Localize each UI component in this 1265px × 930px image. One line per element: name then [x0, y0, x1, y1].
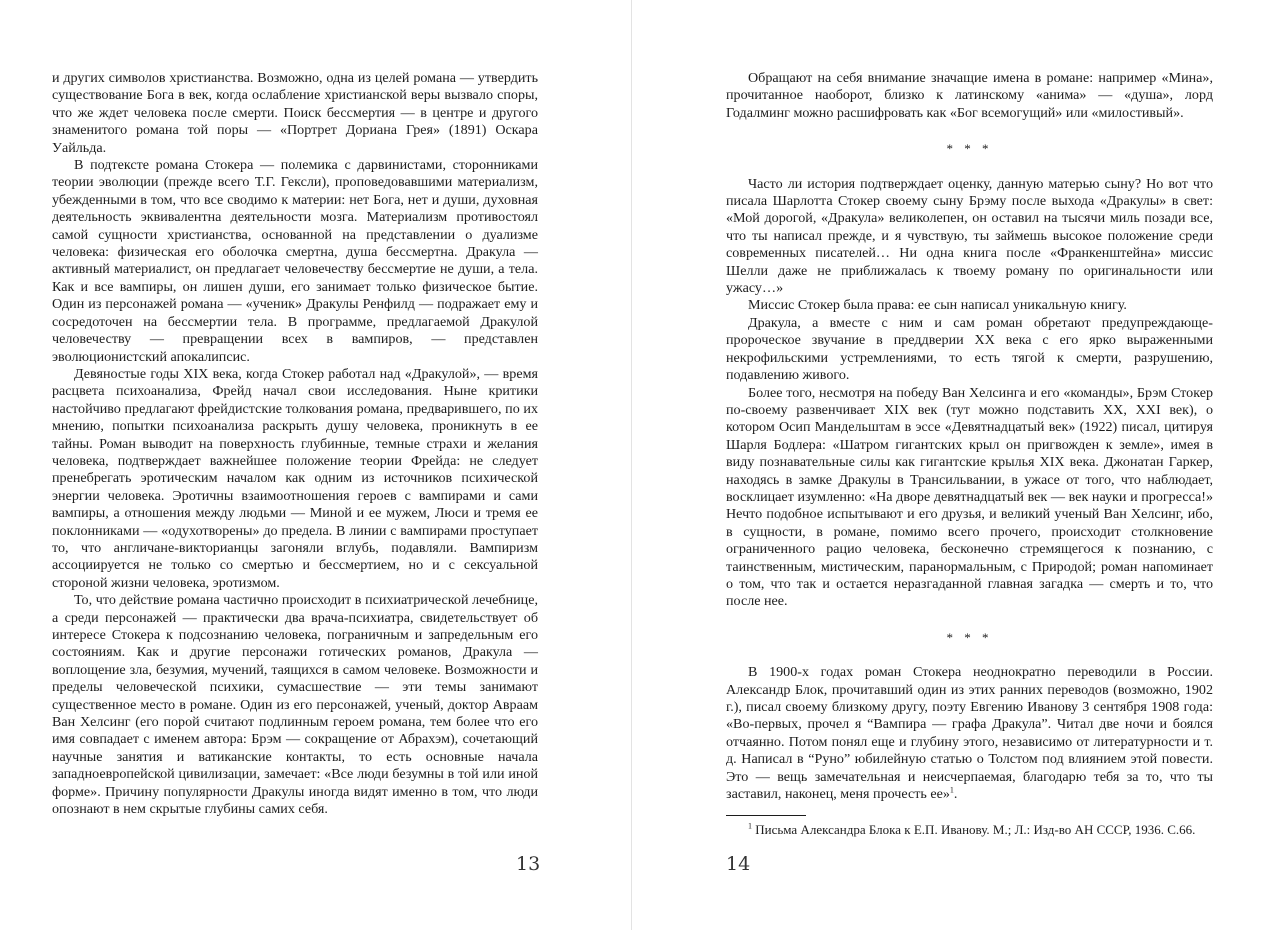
- footnote: [726, 822, 1213, 838]
- right-page: [632, 0, 1265, 930]
- footnote-reference: 1: [949, 785, 954, 795]
- section-separator: * * *: [946, 629, 993, 645]
- paragraph: Часто ли история подтверждает оценку, данную матерью сыну? Но вот что писала Шарлотта Стокер своему сыну Брэму после выхода «Дракулы» в свет: «Мой дорогой, «Дракула» великолепен, он оставил на тысячи миль позади все, что ты написал прежде, и я чувствую, ты займешь высокое положение среди современных писателей… Ни одна книга после «Франкенштейна» миссис Шелли даже не приближалась к твоему роману по оригинальности или ужасу…»: [726, 175, 1213, 297]
- footnote-text: Письма Александра Блока к Е.П. Иванову. М.; Л.: Изд-во АН СССР, 1936. С.66.: [755, 822, 1196, 838]
- page-number: 14: [726, 853, 751, 875]
- footnote-rule: [726, 815, 806, 816]
- right-page-text: [726, 70, 1213, 838]
- paragraph: и других символов христианства. Возможно, одна из целей романа — утвердить существование Бога в век, когда ослабление христианской веры вызвало споры, что же ждет человека после смерти. Поиск бессмертия — в центре и другого знаменитого романа той поры — «Портрет Дориана Грея» (1891) Оскара Уайльда.: [52, 70, 538, 156]
- paragraph: То, что действие романа частично происходит в психиатрической лечебнице, а среди персонажей — практически два врача-психиатра, свидетельствует об интересе Стокера к подсознанию человека, пограничным и запредельным его состояниям. Как и другие персонажи готических романов, Дракула — воплощение зла, безумия, мучений, таящихся в самом человеке. Возможности и пределы человеческой психики, сумасшествие — эти темы занимают существенное место в романе. Один из его персонажей, ученый, доктор Авраам Ван Хелсинг (его порой считают подлинным героем романа, тем более что его имя совпадает с именем автора: Брэм — сокращение от Абрахэм), сочетающий научные занятия и ватиканские контакты, то есть основные начала западноевропейской цивилизации, замечает: «Все люди безумны в той или иной форме». Причину популярности Дракулы иногда видят именно в том, что люди опознают в нем скрытые глубины самих себя.: [52, 592, 538, 818]
- paragraph: Миссис Стокер была права: ее сын написал уникальную книгу.: [748, 297, 1127, 314]
- paragraph: Более того, несмотря на победу Ван Хелсинга и его «команды», Брэм Стокер по-своему развенчивает XIX век (тут можно подставить XX, XXI век), о котором Осип Мандельштам в эссе «Девятнадцатый век» (1922) писал, цитируя Шарля Бодлера: «Шатром гигантских крыл он пригвожден к земле», имея в виду познавательные силы как гигантские крылья XIX века. Джонатан Гаркер, находясь в замке Дракулы в Трансильвании, в ужасе от того, что наблюдает, восклицает изумленно: «На дворе девятнадцатый век — век науки и прогресса!» Нечто подобное испытывают и его друзья, и великий ученый Ван Хелсинг, ибо, в сущности, в романе, помимо всего прочего, происходит столкновение ограниченного рацио человека, бесконечно стремящегося к познанию, с таинственным, мистическим, паранормальным, с Природой; роман напоминает о том, что так и остается неразгаданной главная загадка — смерть и то, что после нее.: [726, 384, 1213, 610]
- section-separator: * * *: [946, 141, 993, 157]
- paragraph-with-footnote: В 1900-х годах роман Стокера неоднократно переводили в России. Александр Блок, прочитавший один из этих ранних переводов (возможно, 1902 г.), писал своему близкому другу, поэту Евгению Иванову 3 сентября 1908 года: «Во-первых, прочел я “Вампира — графа Дракула”. Читал две ночи и боялся отчаянно. Потом понял еще и глубину этого, независимо от литературности и т. д. Написал в “Руно” юбилейную статью о Толстом под влиянием этой повести. Это — вещь замечательная и неисчерпаемая, благодарю тебя за то, что ты заставил, наконец, меня прочесть ее»$^1$.: [726, 664, 1213, 803]
- paragraph: В подтексте романа Стокера — полемика с дарвинистами, сторонниками теории эволюции (прежде всего Т.Г. Гексли), проповедовавшими материализм, убежденными в том, что все сводимо к материи: нет Бога, нет и души, духовная деятельность эквивалентна деятельности мозга. Материализм противостоял самой сущности христианства, основанной на представлении о дуализме человека: физическая его оболочка смертна, душа бессмертна. Дракула — активный материалист, он предлагает человечеству бессмертие не души, а тела. Как и все вампиры, он лишен души, его занимает только физическое бытие. Один из персонажей романа — «ученик» Дракулы Ренфилд — подражает ему и сосредоточен на бессмертии тела. В программе, предлагаемой Дракулой человечеству — превращении всех в вампиров, — представлен эволюционистский апокалипсис.: [52, 157, 538, 365]
- page-number: 13: [516, 853, 541, 875]
- paragraph: Девяностые годы XIX века, когда Стокер работал над «Дракулой», — время расцвета психоанализа, Фрейд начал свои исследования. Ныне критики настойчиво предлагают фрейдистские толкования романа, предварившего, по их мнению, попытки психоанализа раскрыть душу человека, проникнуть в ее тайны. Роман выводит на поверхность глубинные, темные страхи и желания человека, подтверждает важнейшее положение теории Фрейда: не следует пренебрегать эротическим началом как одним из источников психической энергии человека. Эротичны взаимоотношения героев с вампирами и сами вампиры, а отношения между людьми — Миной и ее мужем, Люси и тремя ее поклонниками — «одухотворены» до предела. В линии с вампирами проступает то, что англичане-викторианцы загоняли вглубь, подавляли. Вампиризм ассоциируется не только со смертью и бессмертием, но и с сексуальной стороной жизни человека, эротизмом.: [52, 365, 538, 591]
- paragraph-text: В 1900-х годах роман Стокера неоднократно переводили в России. Александр Блок, прочитавший один из этих ранних переводов (возможно, 1902 г.), писал своему близкому другу, поэту Евгению Иванову 3 сентября 1908 года: «Во-первых, прочел я “Вампира — графа Дракула”. Читал две ночи и боялся отчаянно. Потом понял еще и глубину этого, независимо от литературности и т. д. Написал в “Руно” юбилейную статью о Толстом под влиянием этой повести. Это — вещь замечательная и неисчерпаемая, благодарю тебя за то, что ты заставил, наконец, меня прочесть ее»: [726, 664, 1213, 803]
- paragraph: Дракула, а вместе с ним и сам роман обретают предупреждающе-пророческое звучание в преддверии XX века с его ярко выраженными некрофильскими устремлениями, то есть тягой к смерти, разрушению, подавлению живого.: [726, 314, 1213, 384]
- left-page: [0, 0, 631, 930]
- left-page-text: [52, 70, 538, 818]
- footnote-marker: 1: [748, 822, 752, 832]
- paragraph: Обращают на себя внимание значащие имена в романе: например «Мина», прочитанное наоборот, близко к латинскому «анима» — «душа», лорд Годалминг можно расшифровать как «Бог всемогущий» или «милостивый».: [726, 70, 1213, 121]
